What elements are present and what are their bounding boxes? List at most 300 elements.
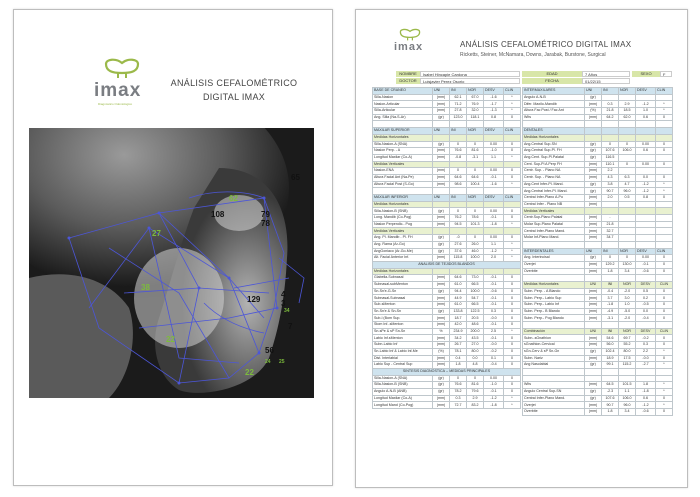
- table-row: [373, 235, 521, 242]
- value-cell: NOR: [467, 128, 484, 135]
- table-row: [373, 215, 521, 222]
- table-row: [373, 342, 521, 349]
- value-cell: 26.7: [450, 342, 467, 349]
- measure-name-cell: Silla-Articular: [373, 108, 433, 115]
- value-cell: 100.4: [467, 181, 484, 188]
- measure-name-cell: DENTALES: [523, 128, 585, 135]
- value-cell: [433, 188, 450, 195]
- value-cell: 78.6: [467, 215, 484, 222]
- value-cell: (%): [433, 348, 450, 355]
- value-cell: (mm): [433, 181, 450, 188]
- value-cell: 99.1: [602, 362, 619, 369]
- value-cell: 94.5: [450, 221, 467, 228]
- value-cell: CLIN: [656, 281, 673, 288]
- measure-name-cell: Labio Inf.sMenton: [373, 335, 433, 342]
- table-row: [373, 148, 521, 155]
- value-cell: 44.9: [450, 295, 467, 302]
- value-cell: (mm): [433, 168, 450, 175]
- measure-name-cell: Stom Inf.-sMenton: [373, 322, 433, 329]
- value-cell: [656, 221, 673, 228]
- value-cell: 21.8: [602, 108, 619, 115]
- value-cell: [433, 161, 450, 168]
- value-cell: (mm): [433, 295, 450, 302]
- name-label: NOMBRE: [396, 71, 420, 77]
- value-cell: 118.1: [467, 114, 484, 121]
- subsection-row: [523, 328, 673, 335]
- value-cell: (gr): [585, 141, 602, 148]
- value-cell: (mm): [585, 268, 602, 275]
- value-cell: *: [504, 328, 521, 335]
- value-cell: (mm): [433, 275, 450, 282]
- measure-label-79: 79: [261, 210, 270, 219]
- table-row: [373, 375, 521, 382]
- value-cell: 0.6: [636, 148, 656, 155]
- value-cell: [602, 322, 619, 329]
- value-cell: 3.4: [619, 268, 636, 275]
- value-cell: 0.3: [484, 308, 504, 315]
- value-cell: [450, 134, 467, 141]
- value-cell: 0.2: [636, 295, 656, 302]
- cephalometric-xray-image: [29, 128, 314, 398]
- measure-name-cell: Sn-sPe & sP Sn-Sn: [373, 328, 433, 335]
- value-cell: 20.5: [467, 315, 484, 322]
- table-row: [373, 308, 521, 315]
- table-row: [523, 161, 673, 168]
- value-cell: (mm): [585, 355, 602, 362]
- value-cell: 200.0: [467, 328, 484, 335]
- value-cell: -0.6: [636, 409, 656, 416]
- value-cell: 4.7: [619, 181, 636, 188]
- value-cell: 133.8: [450, 308, 467, 315]
- value-cell: [433, 228, 450, 235]
- value-cell: (mm): [433, 108, 450, 115]
- value-cell: [656, 275, 673, 282]
- value-cell: INI: [450, 88, 467, 95]
- value-cell: [656, 168, 673, 175]
- value-cell: -1.8: [484, 402, 504, 409]
- value-cell: *: [656, 101, 673, 108]
- value-cell: 27.0: [467, 342, 484, 349]
- value-cell: 81.6: [467, 382, 484, 389]
- value-cell: 96.0: [619, 402, 636, 409]
- measure-name-cell: [523, 121, 585, 128]
- value-cell: [504, 161, 521, 168]
- table-row: [373, 168, 521, 175]
- value-cell: 0: [467, 235, 484, 242]
- value-cell: 101.3: [467, 221, 484, 228]
- measure-name-cell: AngGoniaco (Ar-Go-Me): [373, 248, 433, 255]
- value-cell: 62.0: [619, 114, 636, 121]
- table-row: [523, 255, 673, 262]
- value-cell: (mm): [585, 101, 602, 108]
- value-cell: 2.2: [602, 168, 619, 175]
- value-cell: NOR: [619, 248, 636, 255]
- table-row: [523, 362, 673, 369]
- value-cell: 27.6: [450, 241, 467, 248]
- value-cell: UNI: [585, 88, 602, 95]
- measure-name-cell: Combinación: [523, 328, 585, 335]
- value-cell: (gr): [433, 288, 450, 295]
- value-cell: 94.4: [450, 288, 467, 295]
- table-row: [523, 382, 673, 389]
- value-cell: 0: [467, 168, 484, 175]
- value-cell: 0.00: [636, 161, 656, 168]
- value-cell: (mm): [585, 288, 602, 295]
- value-cell: INI: [450, 195, 467, 202]
- measure-label-38: 38: [141, 283, 150, 292]
- table-row: [523, 368, 673, 375]
- measure-name-cell: Ang Nasolabial: [523, 362, 585, 369]
- table-row: [373, 154, 521, 161]
- value-cell: 34.7: [602, 235, 619, 242]
- value-cell: (mm): [585, 382, 602, 389]
- value-cell: 0: [504, 308, 521, 315]
- table-row: [373, 295, 521, 302]
- measure-name-cell: Dist. Interlabial: [373, 355, 433, 362]
- measure-name-cell: Angulo A-N-B: [523, 94, 585, 101]
- measure-name-cell: Silla-Nasion-B (SNB): [373, 208, 433, 215]
- value-cell: [433, 268, 450, 275]
- value-cell: -1.0: [484, 382, 504, 389]
- measure-name-cell: Nasion Perp. - A: [373, 148, 433, 155]
- measure-name-cell: [523, 368, 585, 375]
- value-cell: [636, 154, 656, 161]
- value-cell: [433, 121, 450, 128]
- measure-name-cell: Overjet: [523, 261, 585, 268]
- value-cell: DESV: [636, 88, 656, 95]
- value-cell: 0: [656, 335, 673, 342]
- value-cell: (gr): [433, 114, 450, 121]
- value-cell: *: [504, 108, 521, 115]
- measure-name-cell: Ang.Central Sup-SN: [523, 141, 585, 148]
- measure-name-cell: Subn. Nariz: [523, 355, 585, 362]
- measure-name-cell: Ang.Central Infer-Pl. Mand.: [523, 188, 585, 195]
- value-cell: *: [504, 255, 521, 262]
- value-cell: 1.8: [636, 382, 656, 389]
- value-cell: [504, 201, 521, 208]
- measure-name-cell: [523, 241, 585, 248]
- measure-label-3: 3: [281, 299, 286, 308]
- table-row: [373, 248, 521, 255]
- patient-sex: F: [660, 71, 672, 77]
- value-cell: [636, 322, 656, 329]
- table-row: [373, 255, 521, 262]
- value-cell: [636, 121, 656, 128]
- value-cell: (gr): [585, 148, 602, 155]
- value-cell: -1.2: [484, 248, 504, 255]
- value-cell: 78.1: [450, 348, 467, 355]
- table-row: [523, 114, 673, 121]
- section-header-row: [523, 248, 673, 255]
- value-cell: [636, 368, 656, 375]
- value-cell: (gr): [433, 208, 450, 215]
- value-cell: 64.6: [467, 174, 484, 181]
- subsection-row: [523, 281, 673, 288]
- value-cell: [656, 241, 673, 248]
- measure-label-78: 78: [261, 219, 270, 228]
- value-cell: (gr): [585, 395, 602, 402]
- doctor-name: Luisjavier Perez Osorio: [420, 78, 520, 84]
- measure-name-cell: Ang. Rama (Ar-Go): [373, 241, 433, 248]
- value-cell: 0: [450, 375, 467, 382]
- value-cell: -0.0: [484, 315, 504, 322]
- table-row: [373, 402, 521, 409]
- value-cell: 0: [504, 288, 521, 295]
- value-cell: 0.5: [619, 195, 636, 202]
- measure-label-34: 34: [284, 308, 290, 314]
- value-cell: 0.00: [484, 141, 504, 148]
- value-cell: (gr): [585, 388, 602, 395]
- measure-name-cell: Longitud Maxilar (Co-A): [373, 154, 433, 161]
- value-cell: 3.7: [602, 295, 619, 302]
- value-cell: 101.5: [619, 382, 636, 389]
- value-cell: (gr): [433, 375, 450, 382]
- value-cell: [484, 134, 504, 141]
- value-cell: -1.6: [484, 94, 504, 101]
- value-cell: [450, 161, 467, 168]
- value-cell: (gr): [433, 388, 450, 395]
- value-cell: (mm): [585, 302, 602, 309]
- value-cell: 0: [656, 342, 673, 349]
- measure-name-cell: Subn. Perp.- B Blando: [523, 308, 585, 315]
- value-cell: DESV: [484, 195, 504, 202]
- value-cell: 106.0: [619, 395, 636, 402]
- measure-name-cell: Longitud Maxilar (Co-A): [373, 395, 433, 402]
- value-cell: 0: [504, 342, 521, 349]
- value-cell: [433, 201, 450, 208]
- table-row: [523, 395, 673, 402]
- value-cell: [636, 208, 656, 215]
- value-cell: [656, 235, 673, 242]
- measure-name-cell: Ang. Silla (Na-S-Ar): [373, 114, 433, 121]
- table-row: [523, 409, 673, 416]
- table-row: [523, 101, 673, 108]
- value-cell: 0: [619, 141, 636, 148]
- value-cell: -2.7: [636, 362, 656, 369]
- measure-name-cell: Sn-Labio Inf & Labio Inf-Me: [373, 348, 433, 355]
- value-cell: NOR: [467, 88, 484, 95]
- table-row: [373, 275, 521, 282]
- value-cell: 90.7: [602, 188, 619, 195]
- value-cell: 0.3: [450, 395, 467, 402]
- value-cell: 0: [504, 295, 521, 302]
- measure-name-cell: Ang. Pl. Mandib - Pl. FH: [373, 235, 433, 242]
- measure-name-cell: Subn. Perp.- Pog Blando: [523, 315, 585, 322]
- measure-name-cell: Ang. Interincisal: [523, 255, 585, 262]
- value-cell: 2.5: [484, 328, 504, 335]
- table-row: [373, 241, 521, 248]
- value-cell: [636, 375, 656, 382]
- table-row: [373, 181, 521, 188]
- value-cell: 1.0: [636, 108, 656, 115]
- measure-name-cell: INTERMAXILARES: [523, 88, 585, 95]
- measure-label-56: 56: [265, 346, 274, 355]
- value-cell: [602, 134, 619, 141]
- measure-name-cell: Medidas Horizontales: [373, 201, 433, 208]
- value-cell: 4.3: [602, 174, 619, 181]
- value-cell: 0: [504, 281, 521, 288]
- value-cell: (mm): [433, 221, 450, 228]
- value-cell: 18.9: [602, 355, 619, 362]
- value-cell: [619, 121, 636, 128]
- value-cell: 71.2: [450, 101, 467, 108]
- value-cell: (mm): [433, 281, 450, 288]
- measure-name-cell: Difer. Maxilo-Mandib: [523, 101, 585, 108]
- value-cell: 0: [504, 148, 521, 155]
- value-cell: -1.3: [484, 108, 504, 115]
- value-cell: 0: [467, 141, 484, 148]
- value-cell: (mm): [433, 154, 450, 161]
- page-title-line2: DIGITAL IMAX: [202, 92, 266, 102]
- measure-name-cell: Overjet: [523, 402, 585, 409]
- value-cell: [602, 94, 619, 101]
- tooth-logo-icon: [102, 58, 142, 80]
- value-cell: 54.6: [602, 335, 619, 342]
- value-cell: 81.6: [467, 148, 484, 155]
- value-cell: -2.0: [619, 288, 636, 295]
- value-cell: 115.8: [450, 255, 467, 262]
- value-cell: 0.00: [636, 141, 656, 148]
- value-cell: *: [504, 154, 521, 161]
- value-cell: [484, 188, 504, 195]
- value-cell: (gr): [585, 181, 602, 188]
- measure-name-cell: Medidas Horizontales: [373, 134, 433, 141]
- value-cell: [467, 161, 484, 168]
- value-cell: 0.00: [484, 375, 504, 382]
- value-cell: 90.7: [602, 402, 619, 409]
- value-cell: [504, 121, 521, 128]
- value-cell: (mm): [585, 342, 602, 349]
- measure-name-cell: Central Infer-Plano Mand.: [523, 228, 585, 235]
- section-header-row: [523, 128, 673, 135]
- table-row: [523, 315, 673, 322]
- value-cell: -0.0: [484, 342, 504, 349]
- value-cell: 0.0: [636, 174, 656, 181]
- value-cell: 43.5: [467, 335, 484, 342]
- measure-name-cell: Altura Facial Ant (Na-Pe): [373, 174, 433, 181]
- value-cell: 130.0: [619, 261, 636, 268]
- value-cell: 0: [656, 114, 673, 121]
- measure-name-cell: Nasion-Articular: [373, 101, 433, 108]
- value-cell: *: [656, 388, 673, 395]
- value-cell: 107.6: [602, 148, 619, 155]
- value-cell: (mm): [585, 308, 602, 315]
- value-cell: 27.8: [450, 108, 467, 115]
- cephalometric-report-cover-page: [13, 9, 333, 486]
- value-cell: -1.2: [636, 402, 656, 409]
- subsection-row: [373, 201, 521, 208]
- value-cell: [619, 275, 636, 282]
- measure-name-cell: Medidas Verticales: [373, 228, 433, 235]
- value-cell: 0: [504, 355, 521, 362]
- table-row: [373, 288, 521, 295]
- measure-name-cell: Ang.Cent Infer-Pl. Mand.: [523, 181, 585, 188]
- table-row: [373, 188, 521, 195]
- measure-name-cell: Subnasal-subMenton: [373, 281, 433, 288]
- value-cell: (%): [585, 108, 602, 115]
- value-cell: [504, 188, 521, 195]
- value-cell: 79.6: [467, 388, 484, 395]
- table-row: [523, 108, 673, 115]
- value-cell: 2.0: [484, 255, 504, 262]
- table-row: [523, 215, 673, 222]
- value-cell: [656, 201, 673, 208]
- value-cell: 0: [619, 255, 636, 262]
- subsection-row: [523, 208, 673, 215]
- value-cell: [619, 168, 636, 175]
- value-cell: [619, 215, 636, 222]
- value-cell: [636, 168, 656, 175]
- page-title-line1: ANÁLISIS CEFALOMÉTRICO: [170, 78, 298, 88]
- value-cell: 83.2: [467, 402, 484, 409]
- value-cell: (mm): [433, 395, 450, 402]
- table-row: [373, 348, 521, 355]
- value-cell: 61.0: [450, 281, 467, 288]
- measure-name-cell: [373, 188, 433, 195]
- measure-name-cell: sGnathion-Cervical: [523, 342, 585, 349]
- table-row: [523, 201, 673, 208]
- value-cell: [602, 375, 619, 382]
- value-cell: 76.9: [467, 101, 484, 108]
- value-cell: (mm): [585, 295, 602, 302]
- measure-name-cell: [373, 121, 433, 128]
- value-cell: *: [504, 241, 521, 248]
- table-row: [373, 355, 521, 362]
- value-cell: 42.0: [450, 322, 467, 329]
- value-cell: (mm): [433, 215, 450, 222]
- value-cell: (mm): [433, 302, 450, 309]
- table-row: [523, 174, 673, 181]
- table-row: [523, 355, 673, 362]
- measure-label-22-lower: 22: [245, 368, 254, 377]
- value-cell: CLIN: [656, 248, 673, 255]
- table-row: [523, 188, 673, 195]
- table-row: [523, 375, 673, 382]
- value-cell: [619, 235, 636, 242]
- value-cell: -0.1: [484, 281, 504, 288]
- value-cell: 116.5: [602, 154, 619, 161]
- value-cell: [656, 154, 673, 161]
- value-cell: 0.00: [636, 255, 656, 262]
- value-cell: *: [504, 101, 521, 108]
- value-cell: NOR: [619, 281, 636, 288]
- value-cell: [585, 322, 602, 329]
- value-cell: 2.9: [467, 395, 484, 402]
- value-cell: 0: [467, 375, 484, 382]
- measure-name-cell: [523, 375, 585, 382]
- value-cell: -1.7: [484, 101, 504, 108]
- value-cell: UNI: [433, 88, 450, 95]
- value-cell: [656, 375, 673, 382]
- value-cell: INI: [602, 281, 619, 288]
- value-cell: (mm): [585, 168, 602, 175]
- value-cell: 0: [602, 255, 619, 262]
- value-cell: [602, 275, 619, 282]
- measure-label-27: 27: [152, 229, 161, 238]
- value-cell: -0.6: [636, 268, 656, 275]
- table-row: [523, 402, 673, 409]
- table-row: [523, 268, 673, 275]
- measure-name-cell: Subn. Perp.- Labio Sup: [523, 295, 585, 302]
- value-cell: [656, 228, 673, 235]
- measure-name-cell: Angulo Central Sup-SN: [523, 388, 585, 395]
- measure-name-cell: BASE DE CRANEO: [373, 88, 433, 95]
- measure-name-cell: Medidas Verticales: [373, 161, 433, 168]
- value-cell: [585, 241, 602, 248]
- value-cell: 0.8: [636, 195, 656, 202]
- value-cell: 78.2: [450, 388, 467, 395]
- value-cell: [467, 228, 484, 235]
